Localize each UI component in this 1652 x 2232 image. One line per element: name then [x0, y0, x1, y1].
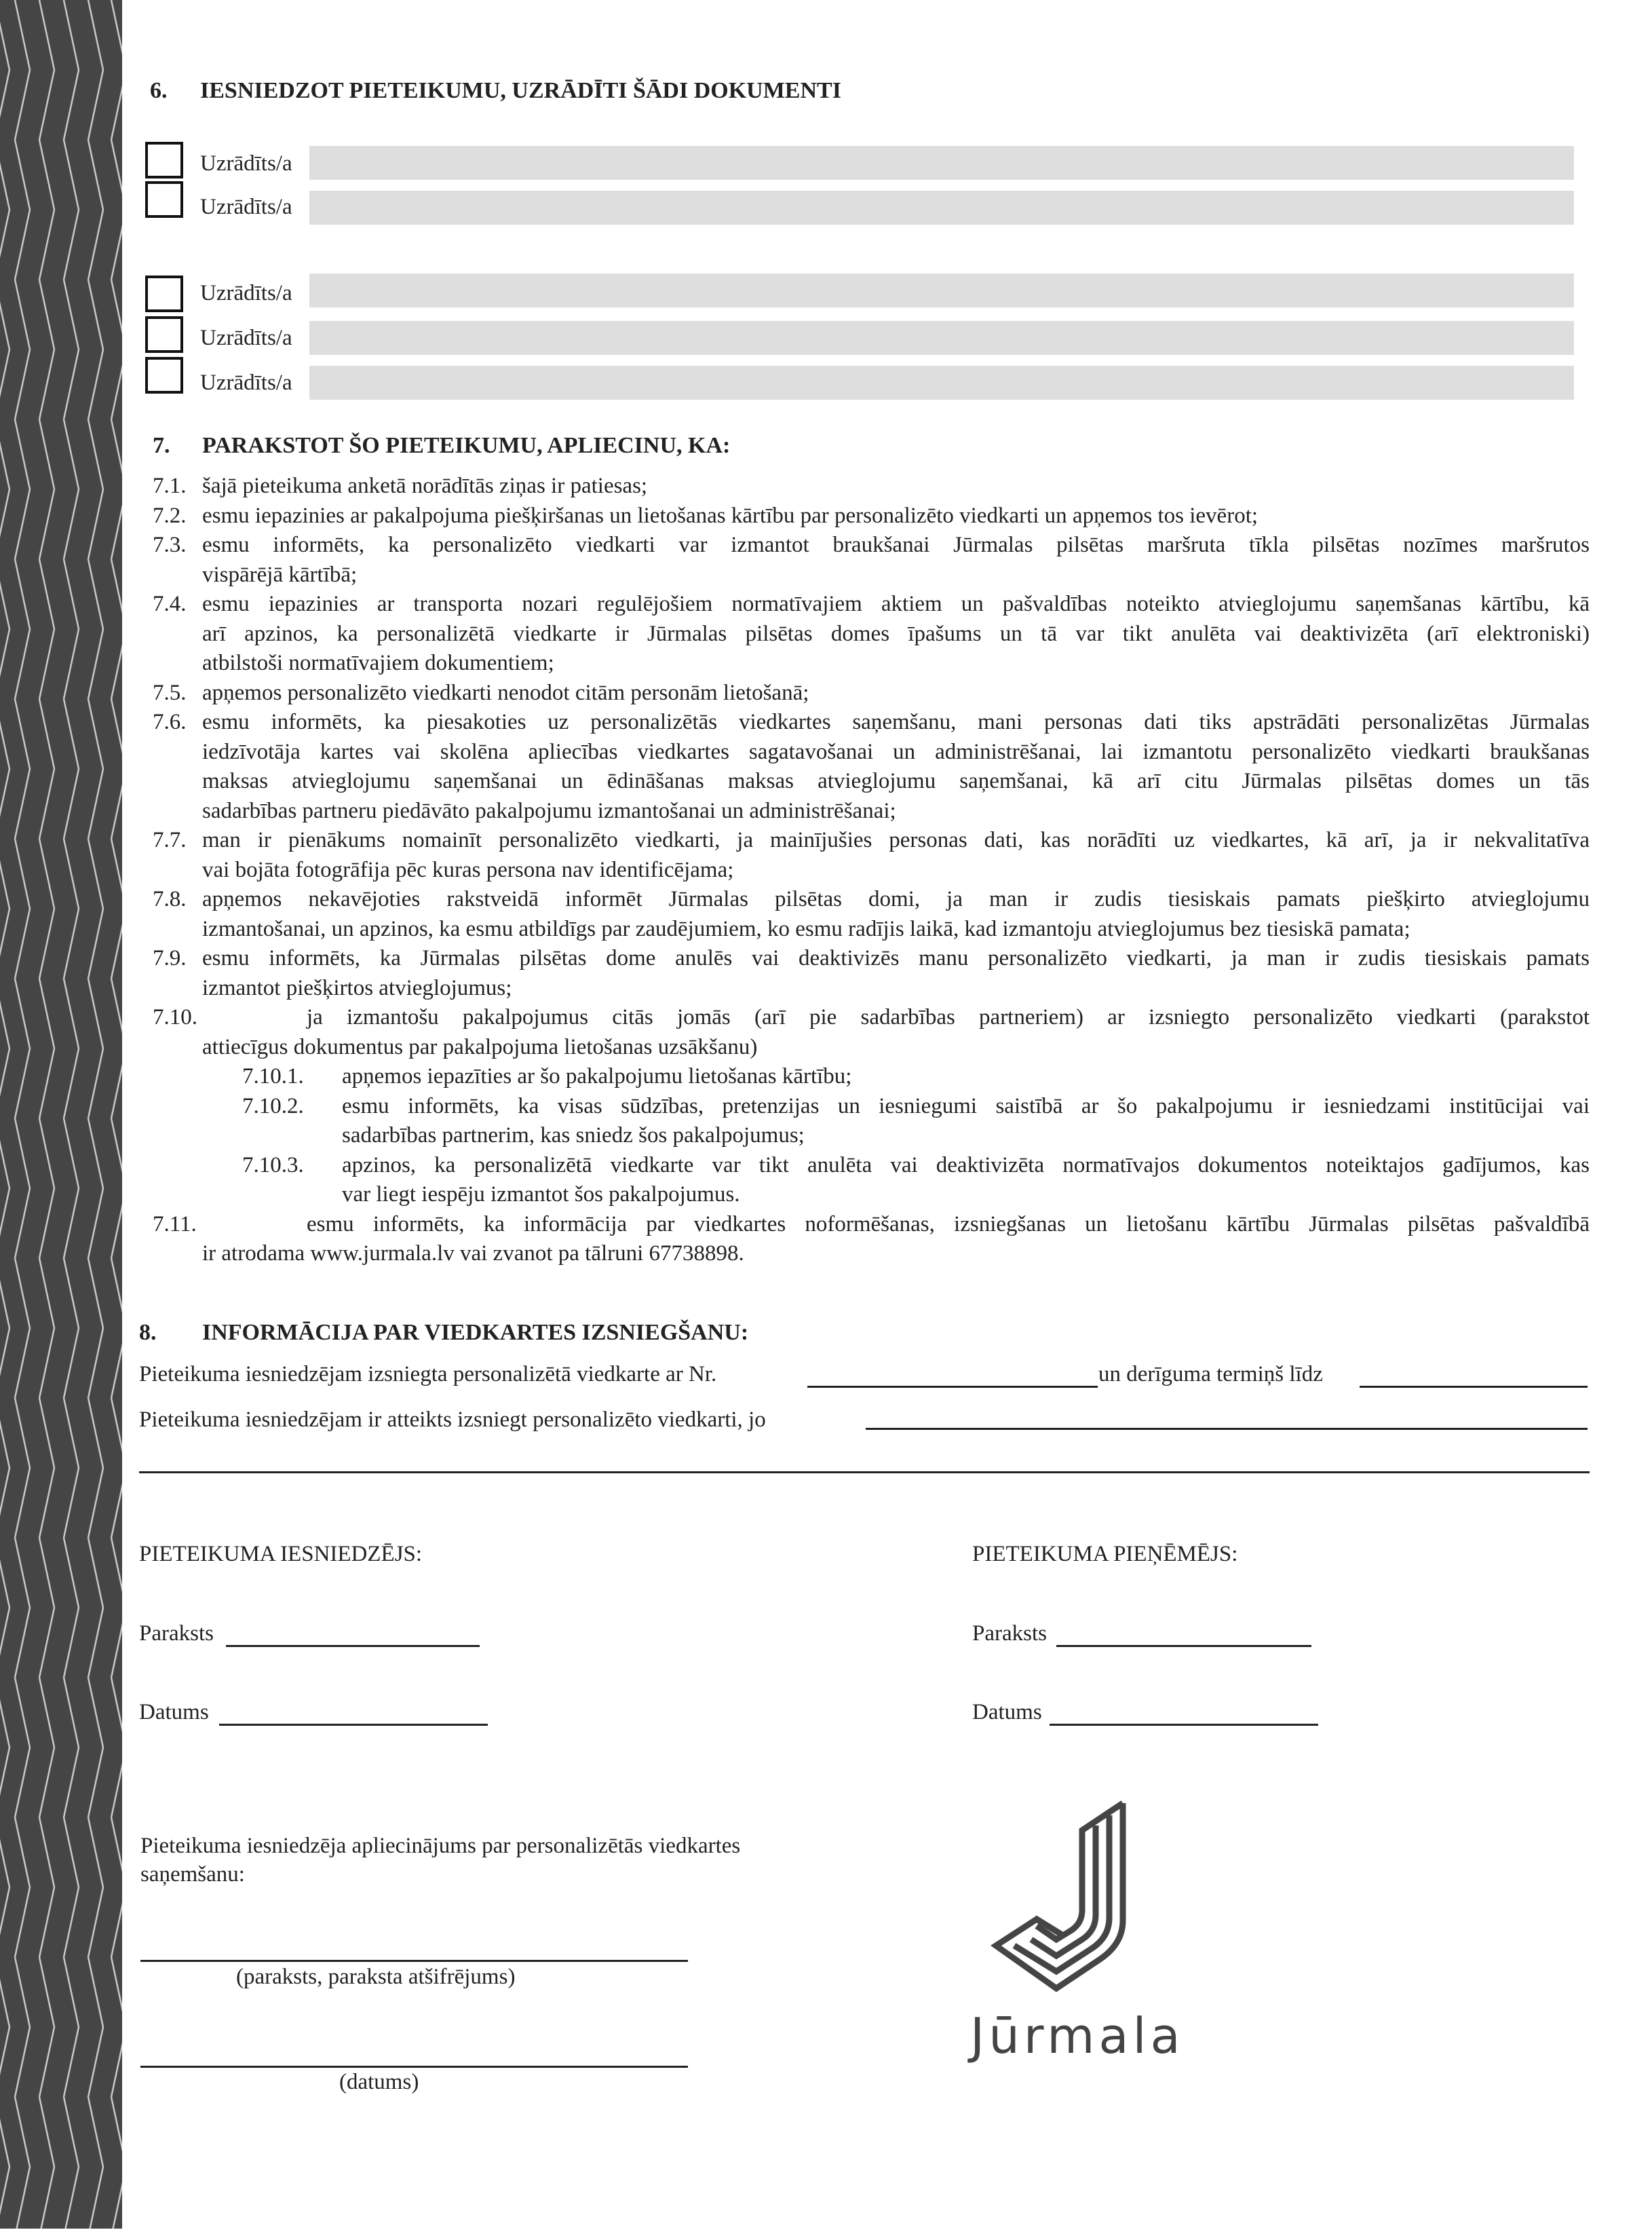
declaration-item-text-line: arī apzinos, ka personalizētā viedkarte ir Jūrmalas pilsētas domes īpašums un tā var tikt anulēta vai deaktivizēta (arī elektroniski) [202, 621, 1590, 646]
document-field-2[interactable] [309, 191, 1574, 225]
validity-label: un derīguma termiņš līdz [1098, 1362, 1323, 1386]
applicant-date-label: Datums [139, 1700, 209, 1724]
declaration-item-text-line: esmu iepazinies ar pakalpojuma piešķiršanas un lietošanas kārtību par personalizēto viedkarti un apņemos tos ievērot; [202, 503, 1259, 528]
declaration-item-number: 7.2. [153, 503, 187, 528]
declaration-item-text-line: esmu informēts, ka piesakoties uz personalizētās viedkartes saņemšanu, mani personas dati tiks apstrādāti personalizētas Jūrmalas [202, 710, 1590, 734]
refusal-reason-continuation-line[interactable] [139, 1471, 1590, 1473]
applicant-signature-label: Paraksts [139, 1621, 214, 1646]
checkbox-label-1: Uzrādīts/a [200, 151, 292, 176]
jurmala-logo-text: Jūrmala [970, 2007, 1185, 2064]
document-checkbox-1[interactable] [145, 142, 183, 178]
document-checkbox-2[interactable] [145, 181, 183, 218]
declaration-item-number: 7.10.2. [242, 1093, 304, 1118]
jurmala-logo-icon [977, 1792, 1140, 2002]
signature-caption: (paraksts, paraksta atšifrējums) [236, 1965, 516, 1989]
declaration-item [0, 502, 1652, 531]
declaration-item-text-line: apzinos, ka personalizētā viedkarte var tikt anulēta vai deaktivizēta normatīvajos dokumentos noteiktajos gadījumos, kas [342, 1152, 1590, 1177]
document-checkbox-5[interactable] [145, 357, 183, 394]
declaration-item-number: 7.10.1. [242, 1064, 304, 1089]
date-caption: (datums) [339, 2070, 419, 2094]
declaration-item [0, 472, 1652, 502]
issued-card-label: Pieteikuma iesniedzējam izsniegta personalizētā viedkarte ar Nr. [139, 1362, 717, 1386]
document-field-5[interactable] [309, 366, 1574, 400]
declaration-item-text-line: esmu iepazinies ar transporta nozari regulējošiem normatīvajiem aktiem un pašvaldības noteikto atvieglojumu saņemšanas kārtību, kā [202, 592, 1590, 616]
declaration-item-text-line: esmu informēts, ka personalizēto viedkarti var izmantot braukšanai Jūrmalas pilsētas maršruta tīkla pilsētas nozīmes maršrutos [202, 533, 1590, 557]
document-field-4[interactable] [309, 321, 1574, 355]
declaration-item [0, 679, 1652, 708]
card-number-field[interactable] [807, 1359, 1098, 1388]
declaration-item-text-line: attiecīgus dokumentus par pakalpojuma lietošanas uzsākšanu) [202, 1034, 758, 1059]
declaration-item-number: 7.10. [153, 1005, 197, 1029]
receiver-heading: PIETEIKUMA PIEŅĒMĒJS: [972, 1542, 1238, 1566]
declaration-item-text-line: vai bojāta fotogrāfija pēc kuras persona nav identificējama; [202, 857, 734, 882]
declaration-item-text-line: ir atrodama www.jurmala.lv vai zvanot pa tālruni 67738898. [202, 1241, 744, 1266]
declaration-item [0, 1151, 1652, 1210]
confirmation-date-line[interactable] [140, 2066, 688, 2068]
document-checkbox-3[interactable] [145, 276, 183, 312]
declaration-item-text-line: izmantot piešķirtos atvieglojumus; [202, 975, 512, 1000]
refusal-label: Pieteikuma iesniedzējam ir atteikts izsniegt personalizēto viedkarti, jo [139, 1407, 766, 1432]
declaration-item [0, 1092, 1652, 1151]
declaration-item-number: 7.8. [153, 887, 187, 911]
declaration-item [0, 1003, 1652, 1062]
declaration-item [0, 885, 1652, 944]
confirmation-signature-line[interactable] [140, 1960, 688, 1962]
declaration-item-text-line: ja izmantošu pakalpojumus citās jomās (arī pie sadarbības partneriem) ar izsniegto personalizēto viedkarti (parakstot [307, 1005, 1590, 1029]
declaration-item [0, 590, 1652, 679]
declaration-item-number: 7.5. [153, 680, 187, 705]
declaration-item-text-line: atbilstoši normatīvajiem dokumentiem; [202, 651, 554, 675]
declaration-item [0, 1210, 1652, 1269]
confirmation-text-line1: Pieteikuma iesniedzēja apliecinājums par personalizētās viedkartes [140, 1834, 741, 1858]
receiver-date-line[interactable] [1050, 1724, 1318, 1726]
declaration-item-number: 7.1. [153, 474, 187, 498]
declaration-item-text-line: maksas atvieglojumu saņemšanai un ēdināšanas maksas atvieglojumu saņemšanai, kā arī citu Jūrmalas pilsētas domes un tās [202, 769, 1590, 793]
valid-until-field[interactable] [1360, 1359, 1588, 1388]
declaration-item-text-line: esmu informēts, ka informācija par viedkartes noformēšanas, izsniegšanas un lietošanu kārtību Jūrmalas pilsētas pašvaldībā [307, 1211, 1590, 1236]
applicant-heading: PIETEIKUMA IESNIEDZĒJS: [139, 1542, 423, 1566]
declaration-item-text-line: var liegt iespēju izmantot šos pakalpojumus. [342, 1182, 740, 1207]
refusal-reason-field[interactable] [866, 1401, 1588, 1430]
checkbox-label-4: Uzrādīts/a [200, 326, 292, 350]
declaration-item-text-line: izmantošanai, un apzinos, ka esmu atbildīgs par zaudējumiem, ko esmu radījis laikā, kad izmantoju atvieglojumus bez tiesiskā pamata; [202, 916, 1410, 941]
document-checkbox-4[interactable] [145, 316, 183, 353]
declaration-list [0, 472, 1652, 1269]
declaration-item-text-line: vispārējā kārtībā; [202, 562, 358, 587]
declaration-item-text-line: apņemos personalizēto viedkarti nenodot citām personām lietošanā; [202, 680, 809, 705]
declaration-item-number: 7.10.3. [242, 1152, 304, 1177]
declaration-item-number: 7.7. [153, 828, 187, 852]
declaration-item-number: 7.4. [153, 592, 187, 616]
declaration-item [0, 708, 1652, 826]
declaration-item-text-line: esmu informēts, ka visas sūdzības, pretenzijas un iesniegumi saistībā ar šo pakalpojumu ir iesniedzami institūcijai vai [342, 1093, 1590, 1118]
declaration-item-text-line: iedzīvotāja kartes vai skolēna apliecības viedkartes sagatavošanai un administrēšanai, lai izmantotu personalizēto viedkarti braukšanas [202, 739, 1590, 764]
declaration-item-number: 7.9. [153, 946, 187, 970]
applicant-date-line[interactable] [219, 1724, 488, 1726]
declaration-item [0, 531, 1652, 590]
checkbox-label-3: Uzrādīts/a [200, 281, 292, 305]
document-field-3[interactable] [309, 273, 1574, 307]
declaration-item-text-line: sadarbības partneru piedāvāto pakalpojumu izmantošanai un administrēšanai; [202, 798, 896, 823]
section-6-number: 6. [150, 78, 168, 103]
confirmation-text-line2: saņemšanu: [140, 1862, 245, 1887]
section-6-title: IESNIEDZOT PIETEIKUMU, UZRĀDĪTI ŠĀDI DOKUMENTI [200, 78, 841, 103]
section-7-title: PARAKSTOT ŠO PIETEIKUMU, APLIECINU, KA: [202, 433, 731, 458]
declaration-item-text-line: apņemos nekavējoties rakstveidā informēt Jūrmalas pilsētas domi, ja man ir zudis tiesiskais pamats piešķirto atvieglojumu [202, 887, 1590, 911]
checkbox-label-2: Uzrādīts/a [200, 195, 292, 219]
declaration-item-text-line: šajā pieteikuma anketā norādītās ziņas ir patiesas; [202, 474, 648, 498]
declaration-item-number: 7.11. [153, 1211, 197, 1236]
receiver-signature-label: Paraksts [972, 1621, 1047, 1646]
receiver-signature-line[interactable] [1056, 1645, 1311, 1647]
declaration-item [0, 944, 1652, 1003]
section-8-title: INFORMĀCIJA PAR VIEDKARTES IZSNIEGŠANU: [202, 1320, 749, 1345]
declaration-item-number: 7.6. [153, 710, 187, 734]
document-field-1[interactable] [309, 146, 1574, 180]
declaration-item [0, 826, 1652, 885]
applicant-signature-line[interactable] [226, 1645, 480, 1647]
declaration-item-text-line: esmu informēts, ka Jūrmalas pilsētas dome anulēs vai deaktivizēs manu personalizēto viedkarti, ja man ir zudis tiesiskais pamats [202, 946, 1590, 970]
receiver-date-label: Datums [972, 1700, 1042, 1724]
declaration-item-text-line: sadarbības partnerim, kas sniedz šos pakalpojumus; [342, 1123, 805, 1148]
declaration-item-text-line: apņemos iepazīties ar šo pakalpojumu lietošanas kārtību; [342, 1064, 852, 1089]
checkbox-label-5: Uzrādīts/a [200, 371, 292, 395]
declaration-item [0, 1062, 1652, 1092]
section-8-number: 8. [139, 1320, 157, 1345]
declaration-item-text-line: man ir pienākums nomainīt personalizēto viedkarti, ja mainījušies personas dati, kas norādīti uz viedkartes, kā arī, ja ir nekvalitatīva [202, 828, 1590, 852]
section-7-number: 7. [153, 433, 170, 458]
declaration-item-number: 7.3. [153, 533, 187, 557]
